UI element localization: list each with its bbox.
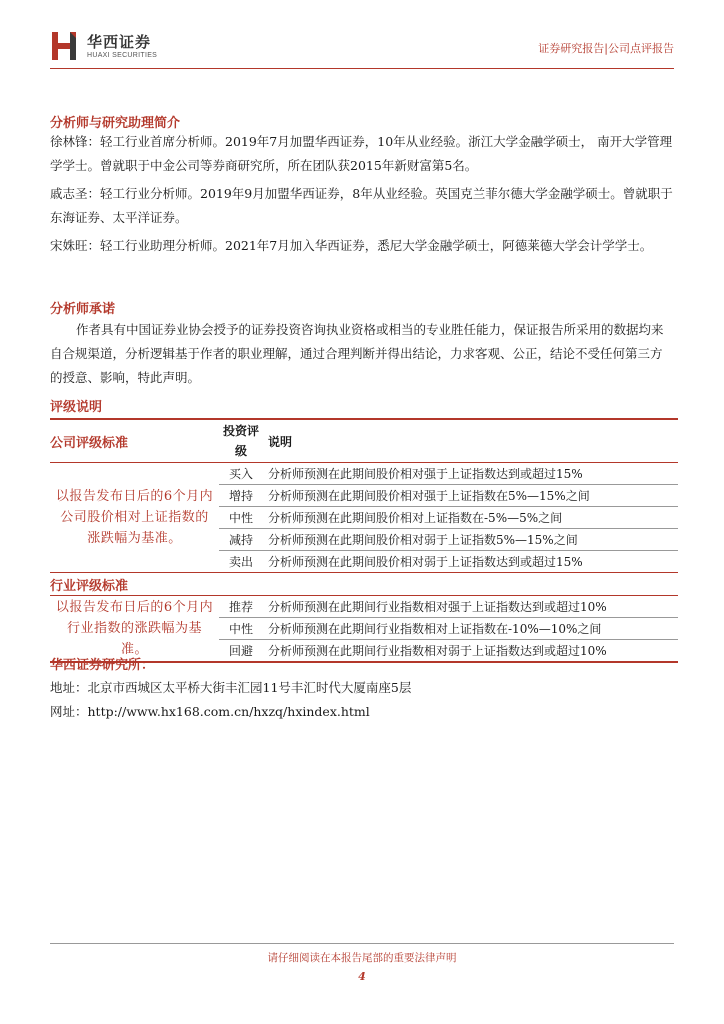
industry-header-row [50,573,678,596]
logo-text-en: HUAXI SECURITIES [87,52,158,59]
industry-title: 行业评级标准 [50,573,219,596]
institute-address: 地址：北京市西城区太平桥大街丰汇园11号丰汇时代大厦南座5层 [50,680,412,695]
rating-desc: 分析师预测在此期间行业指数相对强于上证指数达到或超过10% [263,596,678,618]
rating-table [50,418,678,663]
rating-desc: 分析师预测在此期间股价相对强于上证指数在5%—15%之间 [263,485,678,507]
rating-desc: 分析师预测在此期间行业指数相对弱于上证指数达到或超过10% [263,640,678,663]
rating-value: 回避 [219,640,263,663]
rating-desc: 分析师预测在此期间行业指数相对上证指数在-10%—10%之间 [263,618,678,640]
rating-value: 推荐 [219,596,263,618]
logo-text-cn: 华西证券 [87,33,152,51]
empty-cell [263,573,678,596]
rating-desc: 分析师预测在此期间股价相对强于上证指数达到或超过15% [263,463,678,485]
rating-table-header [50,419,678,463]
document-type: 证券研究报告|公司点评报告 [538,42,674,55]
analyst-entry: 徐林锋：轻工行业首席分析师。2019年7月加盟华西证券，10年从业经验。浙江大学金融学硕士， 南开大学管理学学士。曾就职于中金公司等券商研究所，所在团队获2015年新财富第5名。 [50,134,673,173]
analyst-entry: 宋姝旺：轻工行业助理分析师。2021年7月加入华西证券，悉尼大学金融学硕士，阿德莱德大学会计学学士。 [50,238,653,253]
page-number: 4 [358,970,366,983]
footer-divider [50,943,674,944]
page-header [50,28,674,68]
rating-desc: 分析师预测在此期间股价相对弱于上证指数达到或超过15% [263,551,678,573]
analyst-entry: 戚志圣：轻工行业分析师。2019年9月加盟华西证券，8年从业经验。英国克兰菲尔德大学金融学硕士。曾就职于东海证券、太平洋证券。 [50,186,673,225]
commitment-text: 作者具有中国证券业协会授予的证券投资咨询执业资格或相当的专业胜任能力，保证报告所采用的数据均来自合规渠道，分析逻辑基于作者的职业理解，通过合理判断并得出结论，力求客观、公正，结论不受任何第三方的授意、影响，特此声明。 [50,322,664,385]
rating-title: 评级说明 [50,400,103,415]
header-divider [50,68,674,69]
footer-disclaimer: 请仔细阅读在本报告尾部的重要法律声明 [267,952,457,964]
company-logo [50,28,190,64]
col-category: 公司评级标准 [50,419,219,463]
table-row [50,463,678,485]
rating-value: 增持 [219,485,263,507]
rating-value: 中性 [219,618,263,640]
rating-desc: 分析师预测在此期间股价相对上证指数在-5%—5%之间 [263,507,678,529]
rating-value: 买入 [219,463,263,485]
rating-desc: 分析师预测在此期间股价相对弱于上证指数5%—15%之间 [263,529,678,551]
company-basis: 以报告发布日后的6个月内公司股价相对上证指数的涨跌幅为基准。 [50,463,219,573]
rating-value: 卖出 [219,551,263,573]
rating-value: 减持 [219,529,263,551]
industry-basis: 以报告发布日后的6个月内行业指数的涨跌幅为基准。 [50,596,219,663]
rating-value: 中性 [219,507,263,529]
analysts-title: 分析师与研究助理简介 [50,116,181,131]
huaxi-logo-icon [50,28,82,64]
empty-cell [219,573,263,596]
col-rating: 投资评级 [219,419,263,463]
institute-website[interactable]: 网址：http://www.hx168.com.cn/hxzq/hxindex.html [50,704,370,719]
commitment-title: 分析师承诺 [50,302,116,317]
institute-title: 华西证券研究所： [50,658,155,673]
table-row [50,596,678,618]
col-desc: 说明 [263,419,678,463]
